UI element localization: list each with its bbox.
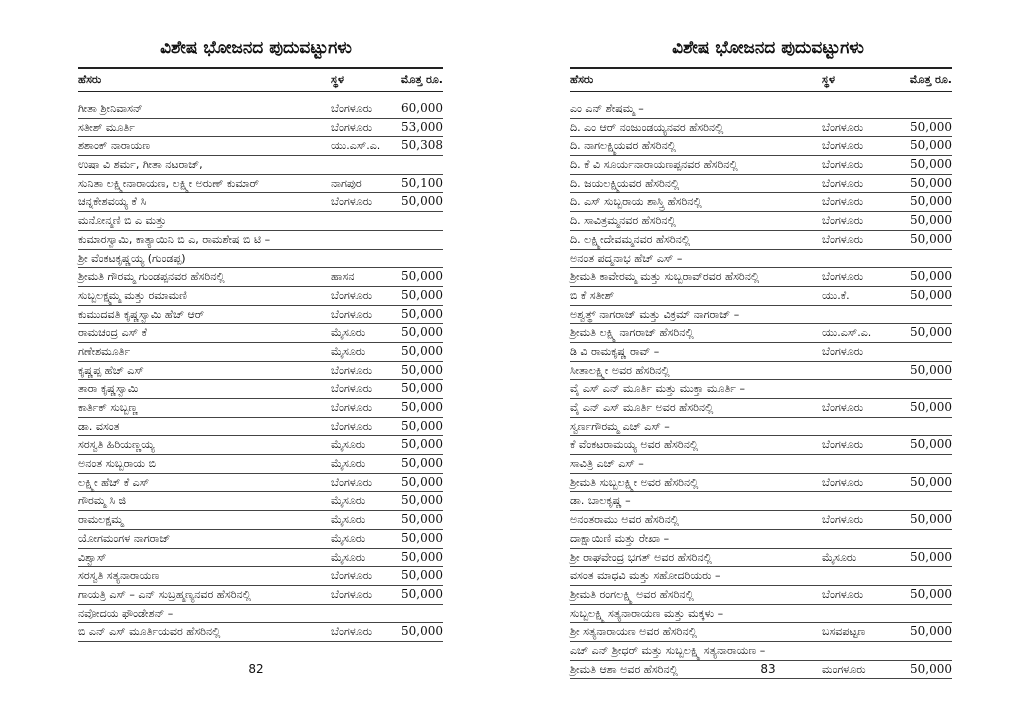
donation-amount: 50,000 (910, 512, 952, 527)
donor-place: ಬೆಂಗಳೂರು (331, 288, 373, 302)
table-row (78, 137, 443, 156)
table-row (570, 455, 952, 474)
donation-amount: 50,000 (401, 530, 443, 545)
donor-name: ವಿಶ್ವಾಸ್ (78, 550, 107, 564)
donor-name: ಅನಂತ ಪದ್ಮನಾಭ ಹೆಚ್ ಎಸ್ – (570, 251, 683, 265)
donor-name: ಸರಸ್ವತಿ ಸತ್ಯನಾರಾಯಣ (78, 569, 160, 583)
donation-amount: 53,000 (401, 119, 443, 134)
donor-name: ಸುಬ್ಬಲಕ್ಷ್ಮಿ ಸತ್ಯನಾರಾಯಣ ಮತ್ತು ಮಕ್ಕಳು – (570, 606, 724, 620)
donor-name: ಅನಂತರಾಮು ಅವರ ಹೆಸರಿನಲ್ಲಿ (570, 513, 679, 527)
table-row (78, 455, 443, 474)
donor-place: ಬೆಂಗಳೂರು (331, 120, 373, 134)
donation-amount: 50,000 (401, 624, 443, 639)
donor-name: ಎಚ್ ಎನ್ ಶ್ರೀಧರ್ ಮತ್ತು ಸುಬ್ಬಲಕ್ಷ್ಮಿ ಸತ್ಯನಾರಾಯಣ – (570, 643, 766, 657)
table-row (78, 362, 443, 381)
table-row (78, 492, 443, 511)
header-amount: ಮೊತ್ತ ರೂ. (909, 73, 952, 86)
donation-amount: 50,000 (401, 287, 443, 302)
header-name: ಹೆಸರು (570, 73, 594, 86)
donor-place: ಬೆಂಗಳೂರು (822, 158, 864, 172)
donor-name: ದಿ. ನಾಗಲಕ್ಷ್ಮಿಯವರ ಹೆಸರಿನಲ್ಲಿ (570, 139, 677, 153)
donor-place: ಬೆಂಗಳೂರು (331, 625, 373, 639)
donation-amount: 60,000 (401, 101, 443, 115)
table-row (570, 268, 952, 287)
donor-place: ಬೆಂಗಳೂರು (331, 195, 373, 209)
donation-amount: 50,000 (401, 474, 443, 489)
donation-amount: 50,000 (910, 157, 952, 172)
table-row (570, 436, 952, 455)
table-row (78, 250, 443, 269)
donor-name: ದಿ. ಕೆ ವಿ ಸೂರ್ಯನಾರಾಯಣಪ್ಪನವರ ಹೆಸರಿನಲ್ಲಿ (570, 158, 738, 172)
donor-place: ಯು.ಎಸ್.ಎ. (822, 326, 872, 340)
donor-place: ಮೈಸೂರು (331, 531, 366, 545)
donation-amount: 50,000 (910, 231, 952, 246)
donation-amount: 50,000 (401, 194, 443, 209)
donor-name: ಸ್ವರ್ಣಗೌರಮ್ಮ ಎಚ್ ಎಸ್ – (570, 419, 670, 433)
table-row (570, 231, 952, 250)
donor-place: ಮೈಸೂರು (331, 457, 366, 471)
table-row (570, 418, 952, 437)
donation-amount: 50,000 (401, 418, 443, 433)
donor-place: ಬೆಂಗಳೂರು (822, 475, 864, 489)
donor-name: ಅನಂತ ಸುಬ್ಬರಾಯ ಬಿ (78, 457, 156, 471)
donor-place: ಬೆಂಗಳೂರು (331, 475, 373, 489)
table-row (78, 231, 443, 250)
table-row (78, 380, 443, 399)
donor-name: ಬಿ ಎನ್ ಎಸ್ ಮೂರ್ತಿಯವರ ಹೆಸರಿನಲ್ಲಿ (78, 625, 221, 639)
donor-name: ಮನೋನ್ಮಣಿ ಬಿ ಎ ಮತ್ತು (78, 214, 167, 228)
endowment-table (78, 67, 443, 642)
table-header (570, 67, 952, 92)
donor-name: ನವೋದಯ ಫೌಂಡೇಶನ್ – (78, 606, 174, 620)
donor-name: ದಿ. ಎಸ್ ಸುಬ್ಬರಾಯ ಶಾಸ್ತ್ರಿ ಹೆಸರಿನಲ್ಲಿ (570, 195, 702, 209)
right-page (512, 0, 1024, 724)
donor-place: ಮೈಸೂರು (331, 344, 366, 358)
table-row (570, 156, 952, 175)
donor-place: ಬೆಂಗಳೂರು (822, 195, 864, 209)
table-row (570, 492, 952, 511)
donor-place: ಬೆಂಗಳೂರು (331, 569, 373, 583)
table-row (570, 212, 952, 231)
table-row (570, 287, 952, 306)
donor-place: ಬೆಂಗಳೂರು (822, 270, 864, 284)
donor-name: ಶ್ರೀ ವೆಂಕಟಕೃಷ್ಣಯ್ಯ (ಗುಂಡಪ್ಪ) (78, 251, 186, 265)
donor-name: ದಿ. ಲಕ್ಷ್ಮೀದೇವಮ್ಮನವರ ಹೆಸರಿನಲ್ಲಿ (570, 232, 691, 246)
donor-name: ಗೀತಾ ಶ್ರೀನಿವಾಸನ್ (78, 102, 143, 115)
donor-name: ವೈ ಎನ್ ಎಸ್ ಮೂರ್ತಿ ಅವರ ಹೆಸರಿನಲ್ಲಿ (570, 401, 714, 414)
donor-place: ಬೆಂಗಳೂರು (331, 102, 373, 115)
table-row (78, 100, 443, 119)
table-row (78, 474, 443, 493)
donor-place: ಬೆಂಗಳೂರು (331, 419, 373, 433)
donor-name: ಚನ್ನಕೇಶವಯ್ಯ ಕೆ ಸಿ (78, 195, 147, 209)
donor-name: ಡಿ ವಿ ರಾಮಕೃಷ್ಣ ರಾವ್ – (570, 344, 660, 358)
donation-amount: 50,000 (910, 549, 952, 564)
table-row (78, 549, 443, 568)
donor-name: ಗಾಯತ್ರಿ ಎಸ್ – ಎನ್ ಸುಬ್ರಹ್ಮಣ್ಯನವರ ಹೆಸರಿನಲ್ಲಿ (78, 587, 251, 601)
table-row (78, 306, 443, 325)
donation-amount: 50,000 (910, 400, 952, 414)
table-row (570, 306, 952, 325)
table-row (78, 623, 443, 642)
donation-amount: 50,000 (910, 213, 952, 228)
donation-amount: 50,000 (910, 437, 952, 452)
donation-amount: 50,000 (910, 287, 952, 302)
donor-place: ಯು.ಕೆ. (822, 288, 850, 302)
donor-name: ತಾರಾ ಕೃಷ್ಣಸ್ವಾಮಿ (78, 382, 139, 396)
table-row (78, 586, 443, 605)
donation-amount: 50,000 (401, 437, 443, 452)
donor-place: ಯು.ಎಸ್.ಎ. (331, 139, 381, 153)
table-row (78, 436, 443, 455)
table-row (570, 511, 952, 530)
donor-place: ಬೆಂಗಳೂರು (822, 139, 864, 153)
donor-name: ರಾಮಲಕ್ಷಮ್ಮ (78, 513, 124, 527)
table-body (78, 100, 443, 642)
table-header (78, 67, 443, 92)
header-place: ಸ್ಥಳ (331, 73, 344, 86)
table-row (78, 212, 443, 231)
donor-place: ಬೆಂಗಳೂರು (822, 513, 864, 527)
donation-amount: 50,000 (910, 474, 952, 489)
table-row (570, 100, 952, 119)
table-row (570, 399, 952, 418)
table-row (570, 137, 952, 156)
page-number: 82 (248, 662, 264, 676)
table-row (570, 250, 952, 269)
donor-place: ಮೈಸೂರು (331, 513, 366, 527)
donor-name: ಲಕ್ಷ್ಮೀ ಹೆಚ್ ಕೆ ಎಸ್ (78, 475, 150, 489)
donor-name: ಸಾವಿತ್ರಿ ಎಚ್ ಎಸ್ – (570, 457, 644, 471)
donor-place: ಬೆಂಗಳೂರು (822, 120, 864, 134)
donor-place: ಬೆಂಗಳೂರು (822, 344, 864, 358)
donor-name: ಶ್ರೀಮತಿ ಲಕ್ಷ್ಮಿ ನಾಗರಾಜ್ ಹೆಸರಿನಲ್ಲಿ (570, 326, 694, 340)
donor-name: ದಿ. ಸಾವಿತ್ರಮ್ಮನವರ ಹೆಸರಿನಲ್ಲಿ (570, 214, 676, 228)
donation-amount: 50,000 (910, 586, 952, 601)
table-row (570, 642, 952, 661)
donor-place: ಹಾಸನ (331, 270, 355, 284)
table-body (570, 100, 952, 679)
table-row (78, 399, 443, 418)
donor-name: ಕುಮುದವತಿ ಕೃಷ್ಣಸ್ವಾಮಿ ಹೆಚ್ ಆರ್ (78, 307, 205, 321)
table-row (78, 156, 443, 175)
donor-name: ವಸಂತ ಮಾಧವಿ ಮತ್ತು ಸಹೋದರಿಯರು – (570, 569, 721, 583)
table-row (78, 418, 443, 437)
donation-amount: 50,000 (910, 119, 952, 134)
donation-amount: 50,000 (401, 493, 443, 508)
donor-name: ಕುಮಾರಸ್ವಾಮಿ, ಕಾತ್ಯಾಯಿನಿ ಬಿ ಎ, ರಾಮಶೇಷ ಬಿ ಟಿ – (78, 232, 271, 246)
table-row (78, 268, 443, 287)
donor-name: ಯೋಗಮಂಗಳ ನಾಗರಾಜ್ (78, 531, 171, 545)
donation-amount: 50,000 (401, 400, 443, 414)
donor-name: ಸುಬ್ಬಲಕ್ಷ್ಮಮ್ಮ ಮತ್ತು ರಮಾಮಣಿ (78, 288, 187, 302)
donor-place: ಮೈಸೂರು (331, 438, 366, 452)
donation-amount: 50,000 (401, 549, 443, 564)
donor-place: ಬಸವಪಟ್ಟಣ (822, 625, 866, 639)
donor-place: ಮೈಸೂರು (331, 494, 366, 508)
donation-amount: 50,000 (401, 381, 443, 396)
donor-place: ಬೆಂಗಳೂರು (822, 438, 864, 452)
donor-place: ಮೈಸೂರು (822, 550, 857, 564)
table-row (78, 605, 443, 624)
donation-amount: 50,000 (401, 306, 443, 321)
endowment-table (570, 67, 952, 679)
donor-place: ಬೆಂಗಳೂರು (822, 587, 864, 601)
table-row (570, 549, 952, 568)
donor-name: ರಾಮಚಂದ್ರ ಎಸ್ ಕೆ (78, 326, 147, 340)
donor-place: ಬೆಂಗಳೂರು (822, 232, 864, 246)
table-row (570, 530, 952, 549)
donor-place: ಬೆಂಗಳೂರು (822, 176, 864, 190)
table-row (570, 175, 952, 194)
donor-name: ವೈ ಎಸ್ ಎನ್ ಮೂರ್ತಿ ಮತ್ತು ಮುಕ್ತಾ ಮೂರ್ತಿ – (570, 382, 745, 396)
table-row (570, 362, 952, 381)
donor-place: ನಾಗಪುರ (331, 176, 362, 190)
donor-name: ಕಾರ್ತಿಕ್ ಸುಬ್ಬಣ್ಣ (78, 401, 138, 414)
donor-name: ದಿ. ಎಂ ಆರ್ ನಂಜುಂಡಯ್ಯನವರ ಹೆಸರಿನಲ್ಲಿ (570, 120, 724, 134)
table-row (78, 567, 443, 586)
donor-name: ಶ್ರೀಮತಿ ಗೌರಮ್ಮ ಗುಂಡಪ್ಪನವರ ಹೆಸರಿನಲ್ಲಿ (78, 270, 225, 284)
donor-name: ಎಂ ಎನ್ ಶೇಷಮ್ಮ – (570, 102, 644, 115)
donor-name: ಶ್ರೀ ರಾಘವೇಂದ್ರ ಭಗತ್ ಅವರ ಹೆಸರಿನಲ್ಲಿ (570, 550, 712, 564)
donor-name: ಶಶಾಂಕ್ ನಾರಾಯಣ (78, 139, 151, 153)
donor-name: ಸುನಿತಾ ಲಕ್ಷ್ಮೀನಾರಾಯಣ, ಲಕ್ಷ್ಮೀ ಅರುಣ್ ಕುಮಾರ್ (78, 176, 260, 190)
donation-amount: 50,000 (910, 138, 952, 153)
donor-name: ಶ್ರೀಮತಿ ರಂಗಲಕ್ಷ್ಮಿ ಅವರ ಹೆಸರಿನಲ್ಲಿ (570, 587, 694, 601)
table-row (78, 175, 443, 194)
donor-name: ಡಾ. ವಸಂತ (78, 419, 120, 433)
donor-name: ಬಿ ಕೆ ಸತೀಶ್ (570, 288, 615, 302)
table-row (570, 623, 952, 642)
donation-amount: 50,000 (401, 568, 443, 583)
table-row (78, 324, 443, 343)
donor-name: ಡಾ. ಬಾಲಕೃಷ್ಣ – (570, 494, 631, 508)
donation-amount: 50,000 (910, 269, 952, 284)
donor-name: ಉಷಾ ವಿ ಶರ್ಮ, ಗೀತಾ ನಟರಾಜ್, (78, 158, 203, 172)
donation-amount: 50,100 (401, 175, 443, 190)
page-title: ವಿಶೇಷ ಭೋಜನದ ಪುದುವಟ್ಟುಗಳು (672, 38, 864, 58)
donation-amount: 50,000 (401, 343, 443, 358)
donor-place: ಮೈಸೂರು (331, 550, 366, 564)
table-row (570, 474, 952, 493)
table-row (570, 567, 952, 586)
donor-name: ದಾಕ್ಷಾಯಿಣಿ ಮತ್ತು ರೇಖಾ – (570, 531, 670, 545)
donor-name: ಕೃಷ್ಣಪ್ಪ ಹೆಚ್ ಎಸ್ (78, 363, 144, 377)
donation-amount: 50,000 (910, 325, 952, 340)
donation-amount: 50,000 (910, 175, 952, 190)
page-number: 83 (760, 662, 776, 676)
donor-place: ಬೆಂಗಳೂರು (331, 307, 373, 321)
table-row (78, 119, 443, 138)
table-row (78, 343, 443, 362)
table-row (570, 343, 952, 362)
donor-place: ಬೆಂಗಳೂರು (822, 214, 864, 228)
donor-name: ಶ್ರೀ ಸತ್ಯನಾರಾಯಣ ಅವರ ಹೆಸರಿನಲ್ಲಿ (570, 625, 697, 639)
table-row (570, 605, 952, 624)
donor-name: ಶ್ರೀಮತಿ ಕಾವೇರಮ್ಮ ಮತ್ತು ಸುಬ್ಬರಾವ್‌ರವರ ಹೆಸರಿನಲ್ಲಿ (570, 270, 760, 284)
donation-amount: 50,000 (401, 456, 443, 471)
donor-place: ಬೆಂಗಳೂರು (822, 401, 864, 414)
table-row (78, 530, 443, 549)
donation-amount: 50,000 (401, 512, 443, 527)
table-row (570, 586, 952, 605)
donor-name: ಸರಸ್ವತಿ ಹಿರಿಯಣ್ಣಯ್ಯ (78, 438, 155, 452)
donation-amount: 50,000 (910, 624, 952, 639)
donation-amount: 50,000 (910, 194, 952, 209)
donation-amount: 50,000 (910, 661, 952, 676)
donor-place: ಬೆಂಗಳೂರು (331, 401, 373, 414)
table-row (78, 193, 443, 212)
header-name: ಹೆಸರು (78, 73, 102, 86)
donation-amount: 50,000 (401, 586, 443, 601)
donor-place: ಬೆಂಗಳೂರು (331, 363, 373, 377)
donor-name: ಶ್ರೀಮತಿ ಆಶಾ ಅವರ ಹೆಸರಿನಲ್ಲಿ (570, 662, 678, 676)
donation-amount: 50,308 (401, 138, 443, 153)
donor-name: ಸೀತಾಲಕ್ಷ್ಮೀ ಅವರ ಹೆಸರಿನಲ್ಲಿ (570, 363, 670, 377)
donor-name: ಗಣೇಶಮೂರ್ತಿ (78, 344, 131, 358)
table-row (78, 287, 443, 306)
table-row (570, 324, 952, 343)
donation-amount: 50,000 (401, 325, 443, 340)
donation-amount: 50,000 (910, 362, 952, 377)
donor-name: ಸತೀಶ್ ಮೂರ್ತಿ (78, 120, 135, 134)
donor-place: ಮಂಗಳೂರು (822, 662, 866, 676)
page-title: ವಿಶೇಷ ಭೋಜನದ ಪುದುವಟ್ಟುಗಳು (160, 38, 352, 58)
table-row (570, 193, 952, 212)
table-row (570, 380, 952, 399)
table-row (78, 511, 443, 530)
donor-place: ಬೆಂಗಳೂರು (331, 382, 373, 396)
donor-place: ಬೆಂಗಳೂರು (331, 587, 373, 601)
donation-amount: 50,000 (401, 362, 443, 377)
donor-name: ಕೆ ವೆಂಕಟರಾಮಯ್ಯ ಅವರ ಹೆಸರಿನಲ್ಲಿ (570, 438, 699, 452)
donation-amount: 50,000 (401, 269, 443, 284)
header-place: ಸ್ಥಳ (822, 73, 835, 86)
donor-name: ಅಶ್ವತ್ಥ್ ನಾಗರಾಜ್ ಮತ್ತು ವಿಕ್ರಮ್ ನಾಗರಾಜ್ – (570, 307, 740, 321)
donor-name: ಶ್ರೀಮತಿ ಸುಬ್ಬಲಕ್ಷ್ಮೀ ಅವರ ಹೆಸರಿನಲ್ಲಿ (570, 475, 699, 489)
donor-name: ದಿ. ಜಯಲಕ್ಷ್ಮಿಯವರ ಹೆಸರಿನಲ್ಲಿ (570, 176, 680, 190)
table-row (570, 119, 952, 138)
donor-name: ಗೌರಮ್ಮ ಸಿ ಜಿ (78, 494, 127, 508)
donor-place: ಮೈಸೂರು (331, 326, 366, 340)
header-amount: ಮೊತ್ತ ರೂ. (400, 73, 443, 86)
